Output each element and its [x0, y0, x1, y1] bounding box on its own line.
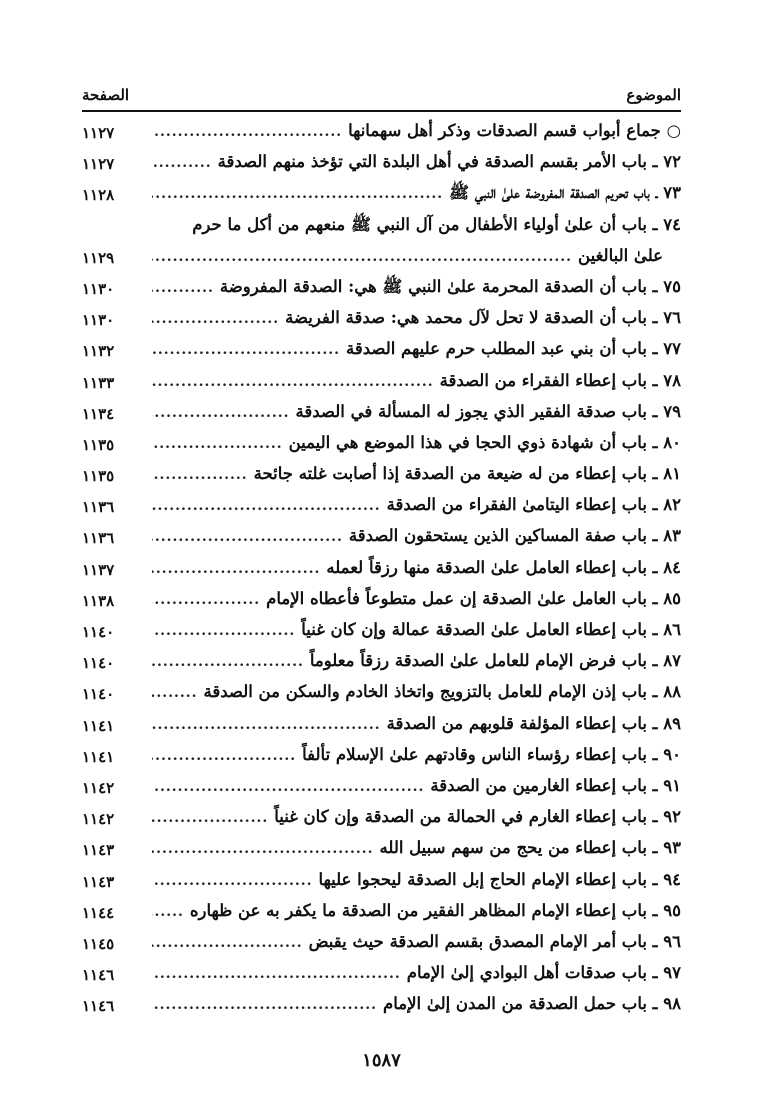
dot-leader [152, 342, 340, 358]
toc-row [82, 244, 681, 275]
toc-entry-title: ٨٩ ـ باب إعطاء المؤلفة قلوبهم من الصدقة [386, 713, 681, 733]
toc-row [82, 649, 681, 680]
toc-entry-title: ٧٢ ـ باب الأمر بقسم الصدقة في أهل البلدة التي تؤخذ منهم الصدقة [217, 152, 681, 172]
dot-leader [152, 810, 268, 826]
toc-entry-line [152, 589, 681, 608]
toc-entry-page: ١١٤٢ [82, 778, 115, 797]
toc-entry-page: ١١٤٠ [82, 623, 115, 641]
toc-entry-title: ٩٤ ـ باب إعطاء الإمام الحاج إبل الصدقة ليحجوا عليها [318, 869, 681, 889]
toc-row [82, 899, 681, 930]
dot-leader [152, 124, 342, 140]
toc-entry-page: ١١٢٧ [82, 155, 115, 174]
toc-entry-page: ١١٣٢ [82, 342, 115, 361]
toc-entry-page: ١١٤٠ [82, 654, 115, 673]
toc-row [82, 119, 681, 150]
toc-entry-line [152, 339, 681, 358]
dot-leader [152, 873, 312, 889]
toc-entry-line [152, 246, 663, 265]
topic-column-heading: الموضوع [626, 86, 681, 104]
toc-entry-title: ٩٢ ـ باب إعطاء الغارم في الحمالة من الصدقة وإن كان غنياً [274, 807, 681, 827]
toc-entry-title: ٨٠ ـ باب أن شهادة ذوي الحجا في هذا الموضع هي اليمين [288, 432, 681, 452]
toc-row [82, 275, 681, 306]
toc-entry-page: ١١٣٠ [82, 279, 115, 298]
toc-entry-page: ١١٣٧ [82, 560, 115, 579]
dot-leader [152, 935, 303, 951]
toc-row [82, 805, 681, 836]
dot-leader [152, 997, 377, 1013]
toc-entry-line [152, 526, 681, 545]
toc-entry-line [152, 152, 681, 171]
toc-entry-page: ١١٤٦ [82, 997, 115, 1016]
toc-entry-page: ١١٤٣ [82, 872, 115, 891]
toc-entry-title: ٨١ ـ باب إعطاء من له ضيعة من الصدقة إذا أصابت غلته جائحة [253, 464, 681, 484]
toc-entry-line [152, 838, 681, 857]
toc-entry-title: ٩١ ـ باب إعطاء الغارمين من الصدقة [430, 775, 681, 795]
toc-entry-page: ١١٣٦ [82, 529, 115, 548]
dot-leader [152, 623, 295, 639]
toc-row [82, 961, 681, 992]
toc-entry-title: ٨٤ ـ باب إعطاء العامل علىٰ الصدقة منها رزقاً لعمله [326, 557, 681, 577]
toc-row [82, 836, 681, 867]
toc-row [82, 992, 681, 1023]
toc-row [82, 400, 681, 431]
toc-entry-line [152, 994, 681, 1013]
toc-entry-title: علىٰ البالغين [578, 245, 663, 265]
dot-leader [152, 249, 572, 265]
toc-entry-line [152, 807, 681, 826]
toc-entry-line [152, 371, 681, 390]
toc-entry-title: ٨٧ ـ باب فرض الإمام للعامل علىٰ الصدقة رزقاً معلوماً [309, 651, 681, 671]
toc-entry-page: ١١٤٦ [82, 966, 115, 985]
toc-entry-line [152, 714, 681, 733]
toc-entry-line [152, 651, 681, 670]
dot-leader [152, 717, 381, 733]
toc-row [82, 213, 681, 244]
toc-entry-title: ٧٨ ـ باب إعطاء الفقراء من الصدقة [439, 370, 681, 390]
toc-row [82, 493, 681, 524]
dot-leader [152, 748, 296, 764]
toc-entry-line [152, 183, 681, 207]
toc-entry-line [152, 121, 681, 140]
toc-entry-title: ٧٥ ـ باب أن الصدقة المحرمة علىٰ النبي ﷺ هي: الصدقة المفروضة [219, 276, 681, 296]
toc-entry-line [152, 433, 681, 452]
toc-entry-title: ٩٦ ـ باب أمر الإمام المصدق بقسم الصدقة حيث يقبض [308, 931, 681, 951]
toc-entry-page: ١١٤٥ [82, 934, 115, 953]
dot-leader [152, 374, 434, 390]
toc-entry-line [82, 215, 681, 239]
dot-leader [152, 467, 248, 483]
toc-entry-page: ١١٣٥ [82, 435, 115, 454]
toc-entry-line [152, 495, 681, 514]
toc-row [82, 930, 681, 961]
dot-leader [152, 841, 374, 857]
toc-entry-page: ١١٢٩ [82, 248, 115, 267]
toc-entry-page: ١١٣٠ [82, 311, 115, 330]
toc-entry-line [152, 776, 681, 795]
toc-entry-page: ١١٤٣ [82, 841, 115, 860]
toc-row [82, 774, 681, 805]
dot-leader [152, 904, 184, 920]
toc-entry-line [152, 963, 681, 982]
toc-entry-title: ٧٩ ـ باب صدقة الفقير الذي يجوز له المسألة في الصدقة [295, 401, 681, 421]
toc-entry-page: ١١٣٦ [82, 498, 115, 517]
dot-leader [152, 498, 381, 514]
toc-entry-line [152, 745, 681, 764]
table-of-contents [82, 119, 681, 1023]
dot-leader [152, 186, 443, 202]
toc-entry-title: ٩٥ ـ باب إعطاء الإمام المظاهر الفقير من الصدقة ما يكفر به عن ظهاره [189, 900, 681, 920]
toc-entry-title: ٨٣ ـ باب صفة المساكين الذين يستحقون الصدقة [348, 526, 681, 546]
page-number: ١٥٨٧ [362, 1050, 401, 1071]
dot-leader [152, 405, 290, 421]
toc-entry-line [152, 932, 681, 951]
dot-leader [152, 779, 424, 795]
toc-entry-line [152, 464, 681, 483]
toc-entry-title: ٧٧ ـ باب أن بني عبد المطلب حرم عليهم الصدقة [346, 339, 681, 359]
page-column-heading: الصفحة [82, 86, 130, 104]
toc-entry-page: ١١٢٨ [82, 186, 115, 205]
toc-entry-title: ٩٨ ـ باب حمل الصدقة من المدن إلىٰ الإمام [383, 994, 681, 1014]
toc-entry-title: ٩٣ ـ باب إعطاء من يحج من سهم سبيل الله [379, 838, 681, 858]
toc-entry-page: ١١٤١ [82, 716, 115, 735]
toc-row [82, 181, 681, 212]
toc-entry-page: ١١٣٨ [82, 591, 115, 610]
dot-leader [152, 561, 320, 577]
toc-entry-page: ١١٢٧ [82, 124, 115, 142]
dot-leader [152, 155, 212, 171]
toc-entry-line [152, 308, 681, 327]
toc-row [82, 618, 681, 649]
toc-entry-page: ١١٤٢ [82, 810, 115, 829]
dot-leader [152, 685, 198, 701]
toc-entry-title: ٨٥ ـ باب العامل علىٰ الصدقة إن عمل متطوعاً فأعطاه الإمام [266, 588, 681, 608]
dot-leader [152, 592, 260, 608]
toc-row [82, 556, 681, 587]
toc-entry-title: ٩٧ ـ باب صدقات أهل البوادي إلىٰ الإمام [406, 963, 681, 983]
dot-leader [152, 280, 214, 296]
toc-row [82, 524, 681, 555]
dot-leader [152, 311, 279, 327]
toc-entry-title: ٧٤ ـ باب أن علىٰ أولياء الأطفال من آل النبي ﷺ منعهم من أكل ما حرم [192, 214, 681, 234]
toc-row [82, 743, 681, 774]
toc-entry-page: ١١٣٥ [82, 467, 115, 486]
toc-row [82, 431, 681, 462]
toc-row [82, 868, 681, 899]
toc-entry-title: ٨٦ ـ باب إعطاء العامل علىٰ الصدقة عمالة وإن كان غنياً [301, 620, 681, 639]
dot-leader [152, 436, 283, 452]
toc-entry-line [152, 558, 681, 577]
toc-entry-page: ١١٣٣ [82, 373, 115, 392]
toc-row [82, 712, 681, 743]
toc-entry-line [152, 682, 681, 701]
toc-entry-title: ٨٨ ـ باب إذن الإمام للعامل بالتزويج واتخاذ الخادم والسكن من الصدقة [203, 682, 681, 702]
toc-entry-title: ٧٣ ـ باب تحريم الصدقة المفروضة علىٰ النبي ﷺ [449, 183, 681, 203]
toc-row [82, 680, 681, 711]
toc-entry-line [152, 402, 681, 421]
toc-entry-title: ٩٠ ـ باب إعطاء رؤساء الناس وقادتهم علىٰ الإسلام تألفاً [302, 744, 681, 764]
dot-leader [152, 654, 304, 670]
toc-entry-title: ٨٢ ـ باب إعطاء اليتامىٰ الفقراء من الصدقة [386, 495, 681, 515]
toc-entry-page: ١١٤٠ [82, 685, 115, 704]
toc-row [82, 306, 681, 337]
toc-row [82, 462, 681, 493]
dot-leader [152, 966, 401, 982]
toc-row [82, 369, 681, 400]
toc-entry-page: ١١٤١ [82, 747, 115, 766]
toc-entry-title: ٧٦ ـ باب أن الصدقة لا تحل لآل محمد هي: صدقة الفريضة [285, 308, 681, 328]
toc-row [82, 587, 681, 618]
toc-entry-page: ١١٣٤ [82, 404, 115, 423]
toc-entry-line [152, 901, 681, 920]
toc-row [82, 337, 681, 368]
toc-entry-page: ١١٤٤ [82, 903, 115, 922]
toc-entry-line [152, 870, 681, 889]
toc-entry-line [152, 620, 681, 639]
header-rule [82, 110, 681, 112]
dot-leader [152, 529, 343, 545]
toc-entry-line [152, 277, 681, 301]
toc-row [82, 150, 681, 181]
toc-header [82, 86, 681, 110]
toc-entry-title: ○ جماع أبواب قسم الصدقات وذكر أهل سهمانها [348, 121, 681, 140]
